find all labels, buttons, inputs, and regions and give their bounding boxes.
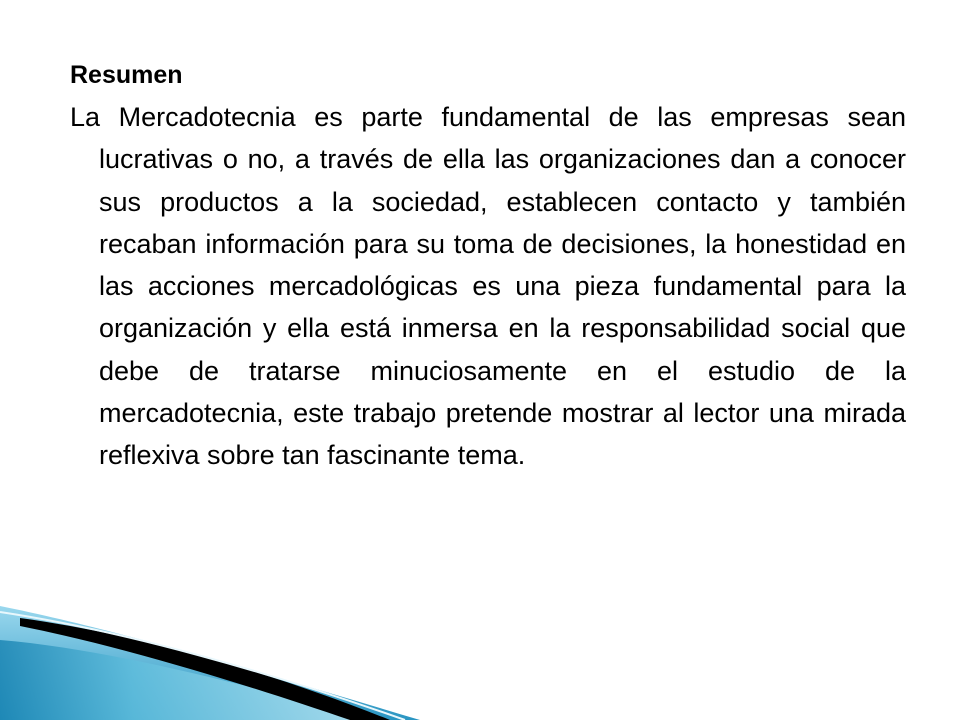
summary-paragraph: La Mercadotecnia es parte fundamental de las empresas sean lucrativas o no, a través de ella las organizaciones dan a conocer sus productos a la sociedad, establecen contacto y también recaban información para su toma de decisiones, la honestidad en las acciones mercadológicas es una pieza fundamental para la organización y ella está inmersa en la responsabilidad social que debe de tratarse minuciosamente en el estudio de la mercadotecnia, este trabajo pretende mostrar al lector una mirada reflexiva sobre tan fascinante tema. bbox=[70, 102, 906, 471]
slide-content bbox=[70, 54, 906, 477]
slide-title: Resumen bbox=[70, 61, 183, 89]
